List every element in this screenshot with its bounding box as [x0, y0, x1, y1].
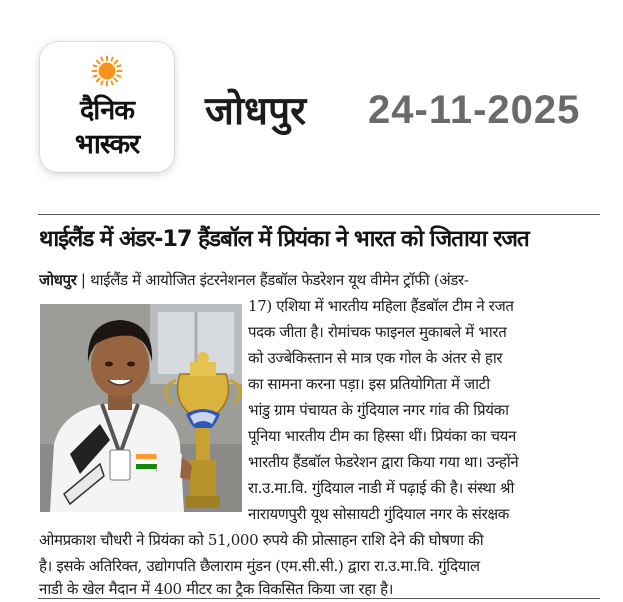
article-line-6: भांडु ग्राम पंचायत के गुंदियाल नगर गांव की प्रियंका: [248, 401, 509, 419]
article-line-10: नारायणपुरी यूथ सोसायटी गुंदियाल नगर के संरक्षक: [248, 505, 509, 523]
article-line-5: का सामना करना पड़ा। इस प्रतियोगिता में जाटी: [248, 375, 490, 393]
article-line-12: है। इसके अतिरिक्त, उद्योगपति छैलाराम मुंडन (एम.सी.सी.) द्वारा रा.उ.मा.वि. गुंदियाल: [39, 557, 480, 575]
article-line-11: ओमप्रकाश चौधरी ने प्रियंका को 51,000 रुपये की प्रोत्साहन राशि देने की घोषणा की: [39, 531, 484, 549]
article-line-2: 17) एशिया में भारतीय महिला हैंडबॉल टीम ने रजत: [248, 297, 514, 315]
edition-date: 24-11-2025: [368, 88, 581, 132]
dateline-separator: |: [80, 271, 86, 289]
dainik-bhaskar-logo: [40, 42, 174, 172]
logo-text-dainik: दैनिक: [79, 95, 135, 126]
player-with-trophy-image: [40, 304, 242, 512]
article-line-4: को उज्बेकिस्तान से मात्र एक गोल के अंतर से हार: [248, 349, 503, 367]
article-line-7: पूनिया भारतीय टीम का हिस्सा थीं। प्रियंका का चयन: [248, 427, 516, 445]
article-line-8: भारतीय हैंडबॉल फेडरेशन द्वारा किया गया था। उन्होंने: [248, 453, 519, 471]
edition-city: जोधपुर: [205, 89, 307, 134]
article-headline: थाईलैंड में अंडर-17 हैंडबॉल में प्रियंका ने भारत को जिताया रजत: [39, 226, 529, 252]
logo-text-bhaskar: भास्कर: [74, 129, 140, 160]
clipping-bottom-rule: [38, 598, 600, 599]
article-line-13: नाडी के खेल मैदान में 400 मीटर का ट्रैक विकसित किया जा रहा है।: [39, 580, 394, 598]
article-photo: [40, 304, 242, 512]
article-line-3: पदक जीता है। रोमांचक फाइनल मुकाबले में भारत: [248, 323, 507, 341]
article-line-9: रा.उ.मा.वि. गुंदियाल नाडी में पढ़ाई की है। संस्था श्री: [248, 479, 515, 497]
article-dateline: जोधपुर: [39, 271, 77, 289]
article-line-1: [39, 270, 605, 290]
article-text: थाईलैंड में आयोजित इंटरनेशनल हैंडबॉल फेडरेशन यूथ वीमेन ट्रॉफी (अंडर-: [90, 271, 469, 289]
clipping-top-rule: [38, 214, 600, 215]
sun-icon: [91, 55, 123, 87]
